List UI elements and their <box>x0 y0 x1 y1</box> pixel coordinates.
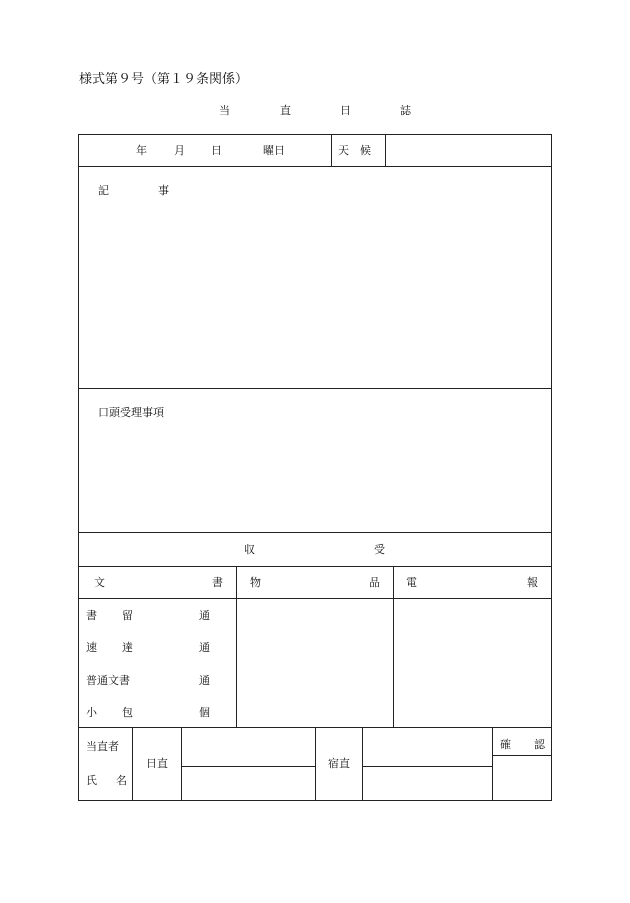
receipt-header-char: 受 <box>374 543 385 556</box>
document-type: 書 <box>86 609 97 622</box>
year-label: 年 <box>136 144 147 157</box>
title-char: 誌 <box>400 104 411 117</box>
title-char: 日 <box>340 104 351 117</box>
document-type: 包 <box>122 706 133 719</box>
document-unit: 通 <box>199 609 210 622</box>
night-duty-field[interactable] <box>364 729 490 764</box>
document-unit: 通 <box>199 674 210 687</box>
record-area[interactable] <box>80 200 550 385</box>
weather-field[interactable] <box>392 145 542 159</box>
document-type: 達 <box>122 641 133 654</box>
form-label: 様式第９号（第１９条関係） <box>79 72 249 87</box>
name-label-char: 氏 <box>86 774 97 787</box>
month-label: 月 <box>174 144 185 157</box>
night-duty-label: 宿直 <box>328 757 350 770</box>
receipt-header-char: 収 <box>244 543 255 556</box>
day-duty-field[interactable] <box>183 729 313 764</box>
person-label: 当直者 <box>86 740 119 753</box>
day-label: 日 <box>211 144 222 157</box>
col-goods: 物 <box>250 576 261 589</box>
document-type: 普通文書 <box>86 674 130 687</box>
col-telegrams: 報 <box>527 576 538 589</box>
document-type: 速 <box>86 641 97 654</box>
night-duty-field[interactable] <box>364 768 490 798</box>
confirm-label-char: 確 <box>500 738 511 751</box>
confirm-label-char: 認 <box>534 738 545 751</box>
col-documents: 文 <box>94 576 105 589</box>
confirm-field[interactable] <box>494 757 550 798</box>
title-char: 当 <box>219 104 230 117</box>
document-unit: 個 <box>199 706 210 719</box>
name-label-char: 名 <box>116 774 127 787</box>
record-label-char: 事 <box>158 184 169 197</box>
col-goods: 品 <box>369 576 380 589</box>
weather-label: 天 候 <box>338 144 371 157</box>
col-telegrams: 電 <box>406 576 417 589</box>
document-type: 留 <box>122 609 133 622</box>
document-unit: 通 <box>199 641 210 654</box>
weekday-label: 曜日 <box>263 144 285 157</box>
col-documents: 書 <box>212 576 223 589</box>
title-char: 直 <box>280 104 291 117</box>
day-duty-label: 日直 <box>146 757 168 770</box>
day-duty-field[interactable] <box>183 768 313 798</box>
document-type: 小 <box>86 706 97 719</box>
oral-label: 口頭受理事項 <box>98 406 164 419</box>
record-label-char: 記 <box>98 184 109 197</box>
oral-area[interactable] <box>80 422 550 530</box>
